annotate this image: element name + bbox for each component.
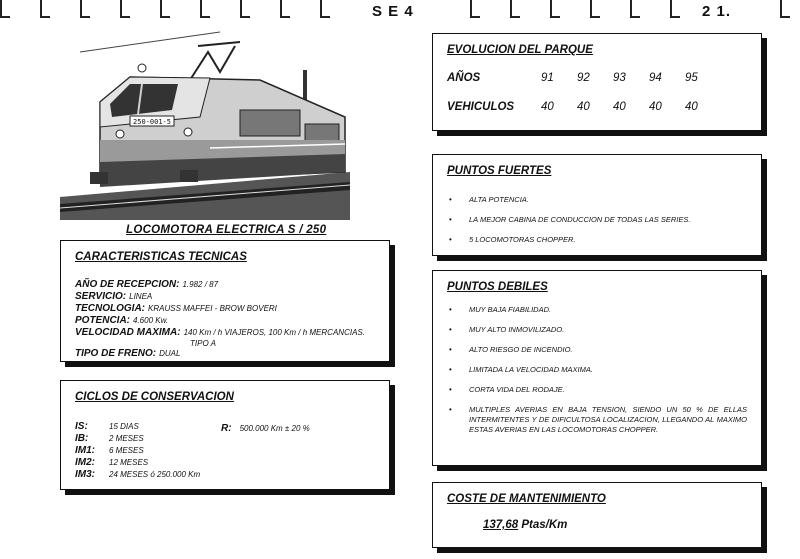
maintenance-cost-value: 137,68 Ptas/Km: [483, 519, 568, 531]
strengths-panel: [432, 154, 762, 256]
page-ref-left: S E 4: [372, 3, 414, 20]
cycle-row: IS: 15 DIAS: [75, 421, 139, 432]
year-value: 93: [613, 72, 626, 84]
strengths-list: [447, 195, 747, 255]
weaknesses-panel: [432, 270, 762, 466]
weakness-item: • LIMITADA LA VELOCIDAD MAXIMA.: [447, 365, 747, 375]
spec-row: VELOCIDAD MAXIMA: 140 Km / h VIAJEROS, 100 Km / h MERCANCIAS.: [75, 327, 365, 338]
locomotive-illustration: [60, 22, 350, 220]
maintenance-cycles-panel: [60, 380, 390, 490]
photo-caption: LOCOMOTORA ELECTRICA S / 250: [126, 224, 327, 236]
fleet-evolution-panel: [432, 33, 762, 131]
year-value: 95: [685, 72, 698, 84]
weaknesses-title: PUNTOS DEBILES: [447, 281, 548, 293]
spec-row: AÑO DE RECEPCION: 1.982 / 87: [75, 279, 219, 290]
technical-specs-panel: [60, 240, 390, 362]
strengths-title: PUNTOS FUERTES: [447, 165, 552, 177]
vehicle-count: 40: [541, 101, 554, 113]
vehicle-count: 40: [649, 101, 662, 113]
spec-row-continuation: TIPO A: [190, 339, 216, 348]
weakness-item: • MUY BAJA FIABILIDAD.: [447, 305, 747, 315]
cycle-row: IM1: 6 MESES: [75, 445, 144, 456]
vehicles-label: VEHICULOS: [447, 101, 515, 113]
locomotive-number-plate: 250-001-5: [133, 118, 171, 126]
strength-item: • 5 LOCOMOTORAS CHOPPER.: [447, 235, 747, 245]
technical-specs-title: CARACTERISTICAS TECNICAS: [75, 251, 247, 263]
weakness-item: • CORTA VIDA DEL RODAJE.: [447, 385, 747, 395]
cycle-row: IB: 2 MESES: [75, 433, 144, 444]
maintenance-cost-title: COSTE DE MANTENIMIENTO: [447, 493, 606, 505]
strength-item: • LA MEJOR CABINA DE CONDUCCION DE TODAS LAS SERIES.: [447, 215, 747, 225]
year-value: 91: [541, 72, 554, 84]
locomotive-photo: [60, 22, 350, 220]
spec-row: POTENCIA: 4.600 Kw.: [75, 315, 169, 326]
maintenance-cycles-title: CICLOS DE CONSERVACION: [75, 391, 234, 403]
spec-row: TIPO DE FRENO: DUAL: [75, 348, 181, 359]
weaknesses-list: [447, 305, 747, 445]
strength-item: • ALTA POTENCIA.: [447, 195, 747, 205]
years-label: AÑOS: [447, 72, 481, 84]
maintenance-cost-panel: [432, 482, 762, 548]
cycle-row: IM3: 24 MESES ó 250.000 Km: [75, 469, 201, 480]
weakness-item: • MUY ALTO INMOVILIZADO.: [447, 325, 747, 335]
weakness-item: • MULTIPLES AVERIAS EN BAJA TENSION, SIENDO UN 50 % DE ELLAS INTERMITENTES Y DE DIFICULTOSA LOCALIZACION, LLEGANDO AL MAXIMO ESTAS AVERIAS EN LAS LOCOMOTORAS CHOPPER.: [447, 405, 747, 435]
year-value: 94: [649, 72, 662, 84]
spec-row: TECNOLOGIA: KRAUSS MAFFEI - BROW BOVERI: [75, 303, 277, 314]
year-value: 92: [577, 72, 590, 84]
spec-row: SERVICIO: LINEA: [75, 291, 153, 302]
cycle-row: IM2: 12 MESES: [75, 457, 149, 468]
vehicle-count: 40: [613, 101, 626, 113]
vehicle-count: 40: [577, 101, 590, 113]
weakness-item: • ALTO RIESGO DE INCENDIO.: [447, 345, 747, 355]
page-ref-right: 2 1.: [702, 3, 732, 20]
fleet-evolution-title: EVOLUCION DEL PARQUE: [447, 44, 593, 56]
cycle-r-row: R: 500.000 Km ± 20 %: [221, 423, 310, 434]
vehicle-count: 40: [685, 101, 698, 113]
